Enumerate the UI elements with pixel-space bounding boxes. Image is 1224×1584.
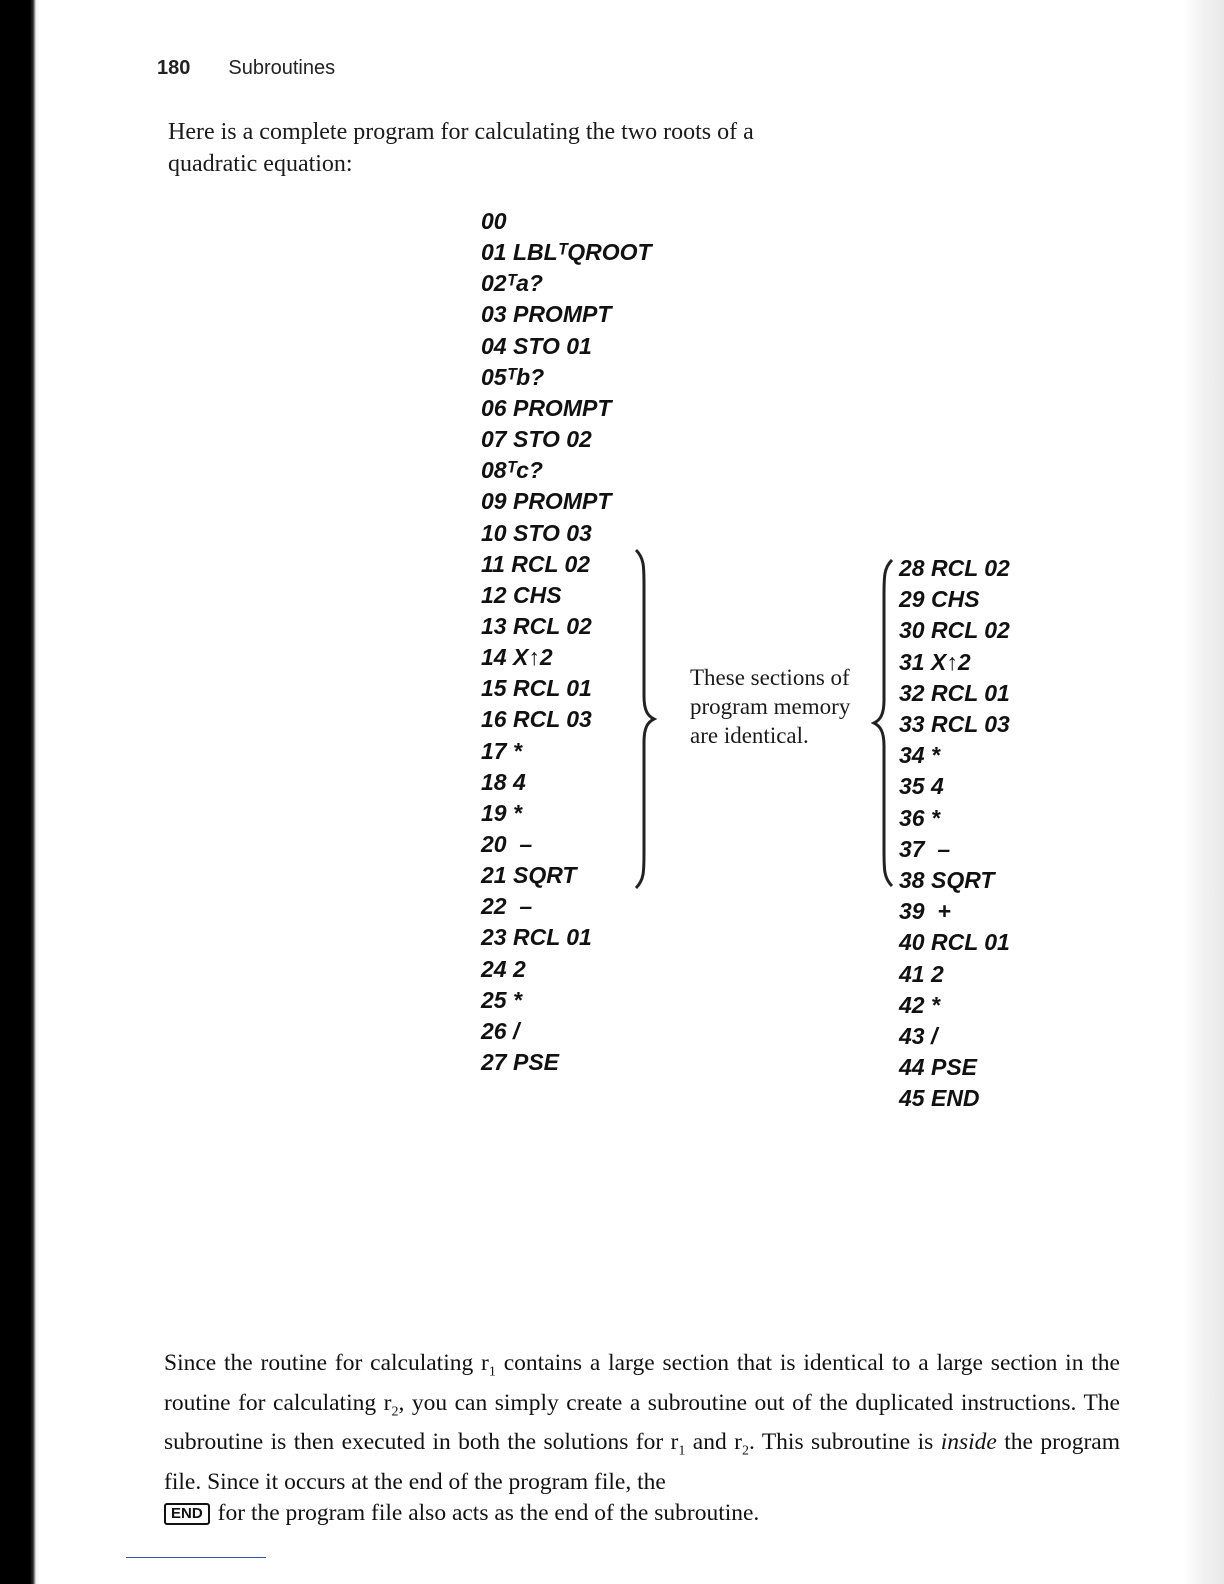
- program-line: 35 4: [899, 773, 944, 800]
- program-line: 34 *: [899, 742, 940, 769]
- program-line: 14 X↑2: [481, 644, 553, 671]
- footer-rule: [126, 1557, 266, 1558]
- program-line: 11 RCL 02: [481, 550, 591, 577]
- program-line: 17 *: [481, 737, 522, 764]
- right-bracket: [868, 556, 898, 890]
- program-line: 25 *: [481, 986, 522, 1013]
- program-line: 45 END: [899, 1085, 980, 1112]
- program-line: 07 STO 02: [481, 426, 592, 453]
- program-line: 43 /: [899, 1023, 938, 1049]
- page-number: 180: [157, 57, 191, 79]
- program-line: 20 –: [481, 831, 533, 857]
- program-line: 36 *: [899, 804, 940, 831]
- program-line: 19 *: [481, 799, 522, 826]
- program-line: 08ᵀc?: [481, 457, 543, 484]
- program-line: 30 RCL 02: [899, 617, 1010, 644]
- program-line: 24 2: [481, 955, 526, 982]
- page-edge-shadow: [1184, 0, 1224, 1584]
- identical-sections-note: These sections of program memory are identical.: [690, 665, 851, 748]
- program-line: 29 CHS: [899, 586, 980, 613]
- program-line: 00: [481, 208, 507, 234]
- intro-paragraph: Here is a complete program for calculating the two roots of a quadratic equation:: [168, 119, 754, 177]
- program-line: 13 RCL 02: [481, 612, 592, 639]
- program-line: 41 2: [899, 960, 944, 987]
- program-line: 31 X↑2: [899, 648, 971, 675]
- program-line: 21 SQRT: [481, 862, 577, 889]
- program-line: 16 RCL 03: [481, 706, 592, 733]
- program-line: 38 SQRT: [899, 867, 995, 893]
- program-line: 15 RCL 01: [481, 675, 592, 702]
- program-line: 06 PROMPT: [481, 394, 612, 421]
- program-line: 27 PSE: [481, 1049, 559, 1076]
- section-title: Subroutines: [228, 57, 336, 79]
- program-line: 23 RCL 01: [481, 924, 592, 951]
- program-line: 01 LBLᵀQROOT: [481, 239, 652, 266]
- program-line: 18 4: [481, 768, 526, 795]
- program-line: 33 RCL 03: [899, 711, 1010, 737]
- explanation-paragraph: Since the routine for calculating $r_1$ contains a large section that is identical to a large section in the routine for calculating $r_2$, you can simply create a subroutine out of the duplicated instructions. The subroutine is then executed in both the solutions for $r_1$ and $r_2$. This subroutine is inside the program file. Since it occurs at the end of the program file, the END for the program file also acts as the end of the subroutine.: [164, 1350, 1120, 1527]
- end-key-glyph: END: [164, 1503, 210, 1525]
- program-line: 04 STO 01: [481, 332, 592, 359]
- program-line: 44 PSE: [899, 1054, 977, 1081]
- program-line: 37 –: [899, 835, 951, 862]
- program-line: 40 RCL 01: [899, 929, 1010, 956]
- running-header: [157, 57, 335, 80]
- program-line: 02ᵀa?: [481, 270, 543, 297]
- program-line: 32 RCL 01: [899, 679, 1010, 706]
- program-line: 39 +: [899, 898, 951, 925]
- left-bracket: [630, 546, 660, 892]
- book-binding-shadow: [0, 0, 40, 1584]
- program-line: 09 PROMPT: [481, 488, 612, 515]
- program-line: 10 STO 03: [481, 519, 592, 546]
- program-line: 28 RCL 02: [899, 555, 1010, 581]
- program-line: 05ᵀb?: [481, 363, 545, 390]
- program-line: 12 CHS: [481, 581, 562, 608]
- program-line: 42 *: [899, 991, 940, 1018]
- program-line: 03 PROMPT: [481, 301, 612, 328]
- program-line: 26 /: [481, 1017, 520, 1044]
- program-line: 22 –: [481, 893, 533, 920]
